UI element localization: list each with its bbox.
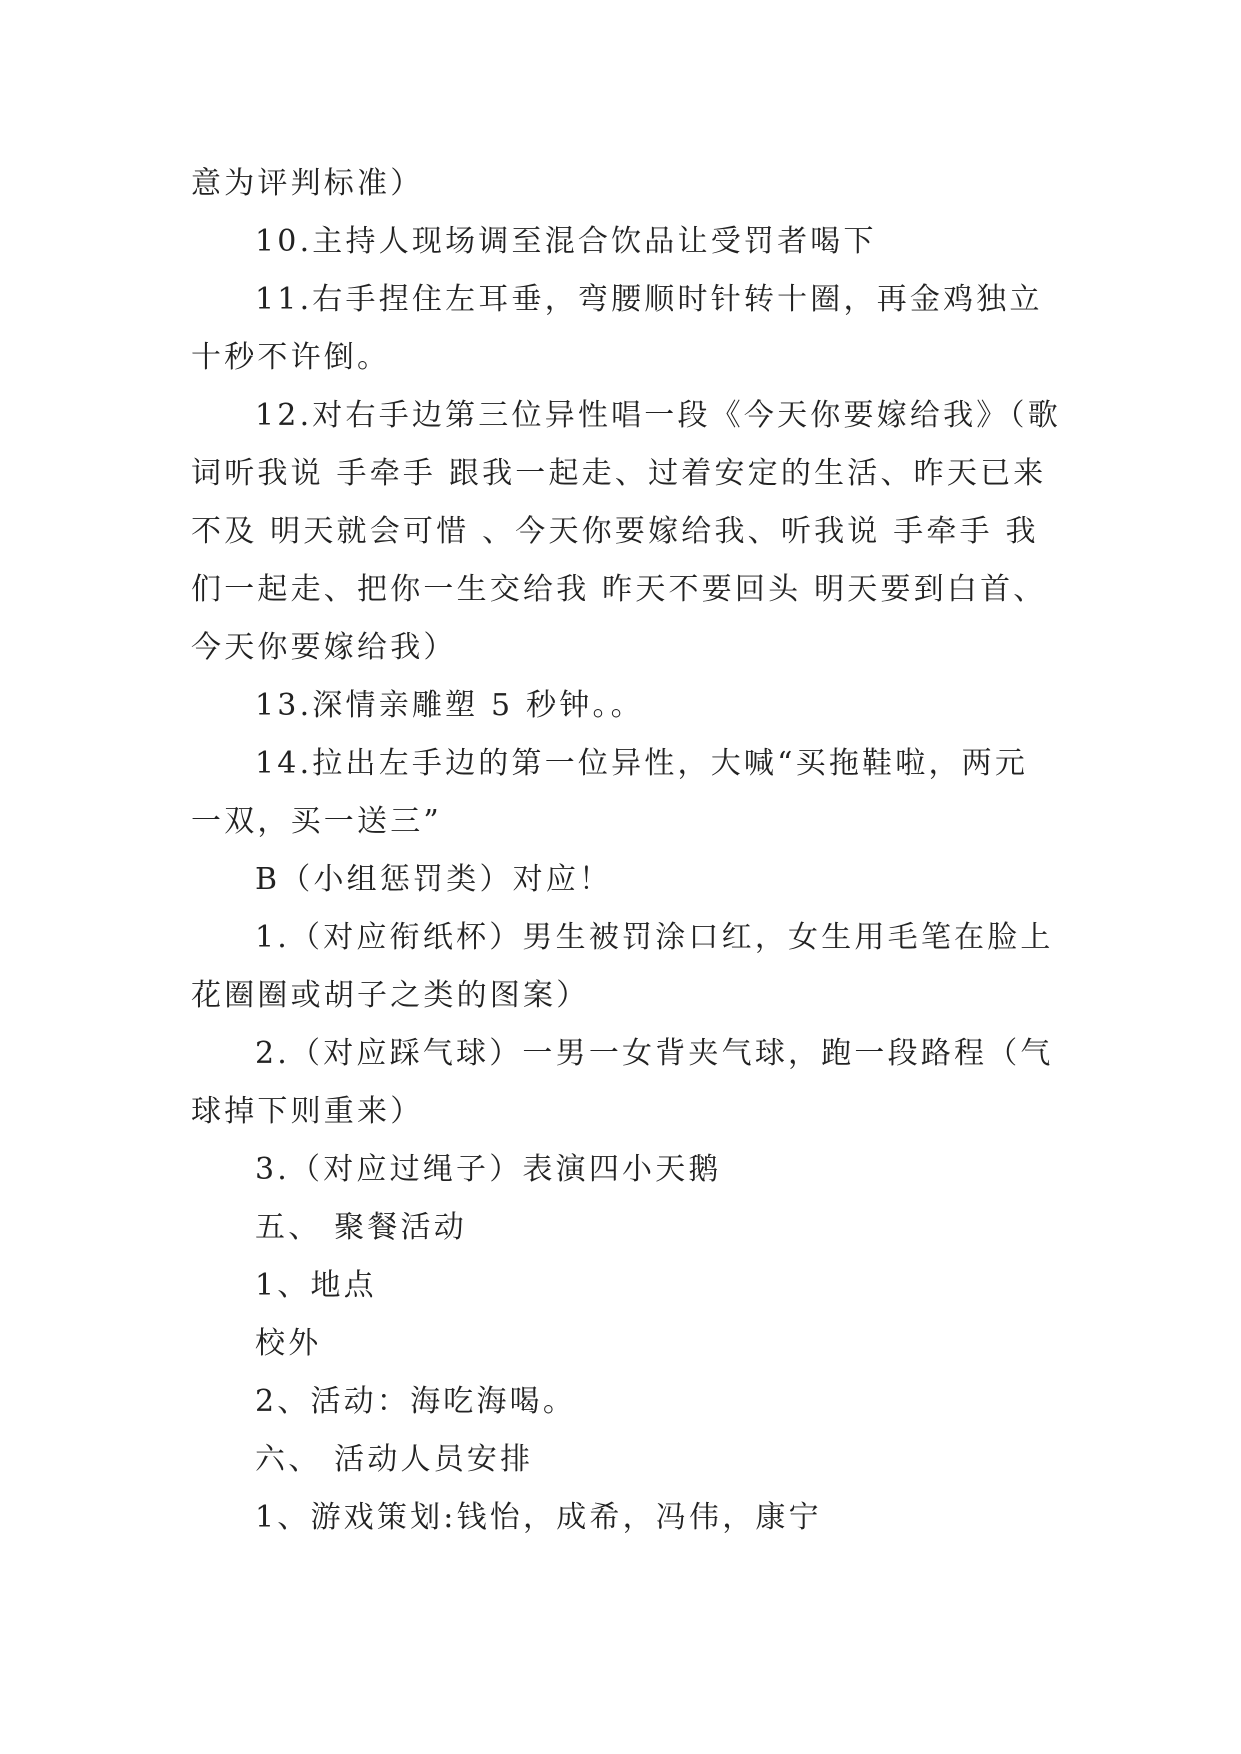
- text-line: 十秒不许倒。: [191, 340, 391, 375]
- text-line: 1、游戏策划:钱怡，成希，冯伟，康宁: [255, 1500, 822, 1535]
- text-line: 1、地点: [255, 1268, 377, 1303]
- text-line: 们一起走、把你一生交给我 昨天不要回头 明天要到白首、: [191, 572, 1047, 607]
- text-line: 球掉下则重来）: [191, 1094, 424, 1129]
- text-line: 13.深情亲雕塑 5 秒钟。。: [255, 688, 644, 723]
- text-line: 14.拉出左手边的第一位异性，大喊“买拖鞋啦，两元: [255, 746, 1029, 781]
- text-line: 校外: [255, 1326, 322, 1361]
- text-line: 11.右手捏住左耳垂，弯腰顺时针转十圈，再金鸡独立: [255, 282, 1043, 317]
- text-line: 2、活动：海吃海喝。: [255, 1384, 577, 1419]
- document-body: [191, 155, 1061, 1547]
- text-line: 不及 明天就会可惜 、今天你要嫁给我、听我说 手牵手 我: [191, 514, 1039, 549]
- text-line: 10.主持人现场调至混合饮品让受罚者喝下: [255, 224, 877, 259]
- text-line: 2.（对应踩气球）一男一女背夹气球，跑一段路程（气: [255, 1036, 1054, 1071]
- text-line: 意为评判标准）: [191, 166, 424, 201]
- text-line: 一双，买一送三”: [191, 804, 442, 839]
- section-heading: 六、 活动人员安排: [255, 1442, 534, 1477]
- text-line: 花圈圈或胡子之类的图案）: [191, 978, 590, 1013]
- text-line: 3.（对应过绳子）表演四小天鹅: [255, 1152, 722, 1187]
- text-line: B（小组惩罚类）对应！: [255, 862, 613, 897]
- text-line: 1.（对应衔纸杯）男生被罚涂口红，女生用毛笔在脸上: [255, 920, 1054, 955]
- text-line: 今天你要嫁给我）: [191, 630, 457, 665]
- text-line: 词听我说 手牵手 跟我一起走、过着安定的生活、昨天已来: [191, 456, 1047, 491]
- section-heading: 五、 聚餐活动: [255, 1210, 467, 1245]
- text-line: 12.对右手边第三位异性唱一段《今天你要嫁给我》（歌: [255, 398, 1061, 433]
